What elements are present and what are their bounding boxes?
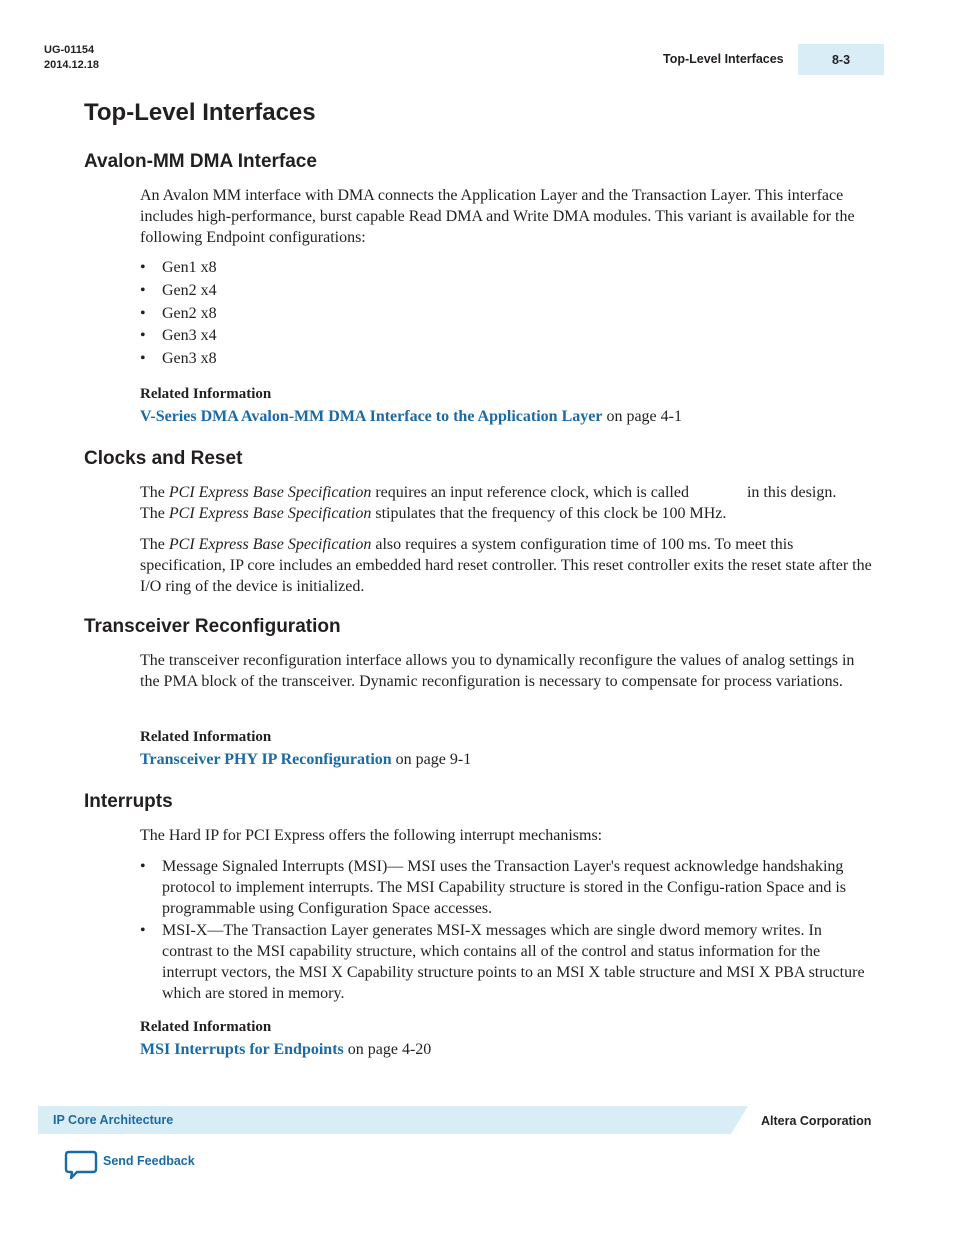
page-title: Top-Level Interfaces: [84, 99, 316, 126]
link-msi-interrupts[interactable]: MSI Interrupts for Endpoints: [140, 1041, 344, 1058]
avalon-body: An Avalon MM interface with DMA connects the Application Layer and the Transaction Layer. This interface includes high-performance, burst capable Read DMA and Write DMA modules. This variant is available for the following Endpoint configurations:: [140, 187, 855, 246]
list-item: • Gen3 x4: [140, 326, 875, 349]
interrupts-intro: The Hard IP for PCI Express offers the following interrupt mechanisms:: [140, 827, 603, 844]
list-item: • Gen2 x8: [140, 304, 875, 327]
footer-chapter-link[interactable]: IP Core Architecture: [53, 1113, 174, 1127]
text-run: The: [140, 484, 169, 501]
link-vseries-dma[interactable]: V-Series DMA Avalon-MM DMA Interface to the Application Layer: [140, 408, 603, 425]
link-page-ref: on page 4-1: [602, 408, 682, 425]
link-page-ref: on page 4-20: [343, 1041, 432, 1058]
doc-date: 2014.12.18: [44, 59, 100, 71]
avalon-config-list: [140, 258, 875, 372]
list-item: • Message Signaled Interrupts (MSI)— MSI uses the Transaction Layer's request acknowledge handshaking protocol to implement interrupts. The MSI Capability structure is stored in the Configu-ration Space and is programmable using Configuration Space accesses.: [140, 857, 875, 919]
text-run: The: [140, 536, 169, 553]
spec-name: PCI Express Base Specification: [168, 484, 372, 501]
link-transceiver-phy[interactable]: Transceiver PHY IP Reconfiguration: [140, 751, 392, 768]
related-info-label: Related Information: [140, 729, 272, 745]
related-info-label: Related Information: [140, 386, 272, 402]
interrupts-list: [140, 857, 875, 1007]
clocks-paragraph-1: [140, 483, 875, 525]
text-run: stipulates that the frequency of this clock be 100 MHz.: [371, 504, 727, 522]
speech-bubble-icon[interactable]: [64, 1150, 98, 1180]
list-item: • Gen2 x4: [140, 281, 875, 304]
link-page-ref: on page 9-1: [391, 751, 472, 768]
xcvr-related-line: [140, 751, 471, 769]
xcvr-body: The transceiver reconfiguration interface allows you to dynamically reconfigure the values of analog settings in the PMA block of the transceiver. Dynamic reconfiguration is necessary to compensate for process variations.: [140, 652, 855, 690]
spec-name: PCI Express Base Specification: [168, 536, 372, 553]
heading-transceiver-reconfig: Transceiver Reconfiguration: [84, 616, 341, 637]
footer-company: Altera Corporation: [761, 1114, 872, 1128]
list-item: • MSI-X—The Transaction Layer generates MSI-X messages which are single dword memory writes. In contrast to the MSI capability structure, which contains all of the control and status information for the interrupt vectors, the MSI X Capability structure points to an MSI X table structure and MSI X PBA structure which are stored in memory.: [140, 921, 875, 1004]
header-page-number: 8-3: [798, 44, 884, 75]
header-section-title: Top-Level Interfaces: [663, 52, 784, 66]
doc-id-block: [44, 43, 99, 73]
avalon-related-line: [140, 408, 682, 426]
related-info-label: Related Information: [140, 1019, 272, 1035]
interrupts-related-line: [140, 1041, 431, 1059]
text-run: in this design.: [746, 484, 837, 501]
list-item: • Gen3 x8: [140, 349, 875, 372]
text-run: also requires a system configuration time of 100 ms. To meet this specification, IP core includes an embedded hard reset controller. This reset controller exits the reset state after the I/O ring of the device is initialized.: [140, 536, 872, 595]
doc-id: UG-01154: [44, 44, 95, 56]
heading-avalon-mm-dma: Avalon-MM DMA Interface: [84, 151, 317, 172]
clocks-paragraph-2: [140, 535, 875, 597]
spec-name: PCI Express Base Specification: [168, 504, 372, 522]
heading-clocks-reset: Clocks and Reset: [84, 448, 243, 469]
text-run: requires an input reference clock, which is called: [371, 484, 689, 501]
text-run: The: [140, 504, 169, 522]
send-feedback-link[interactable]: Send Feedback: [103, 1154, 195, 1168]
heading-interrupts: Interrupts: [84, 791, 173, 812]
list-item: • Gen1 x8: [140, 258, 875, 281]
